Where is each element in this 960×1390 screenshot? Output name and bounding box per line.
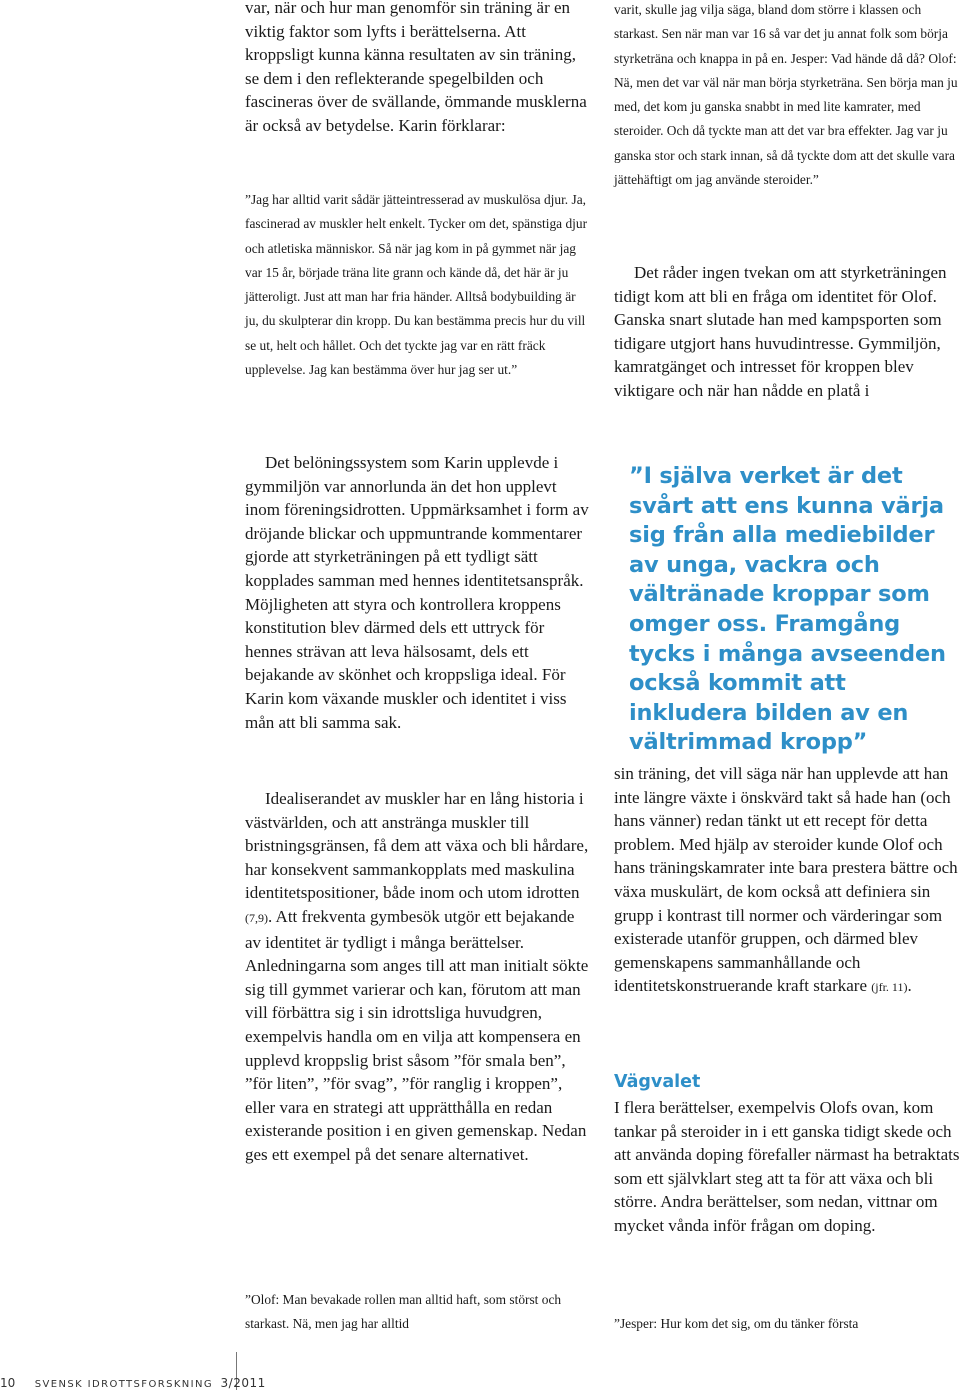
quote-olof-start: ”Olof: Man bevakade rollen man alltid haft, som störst och starkast. Nä, men jag har alltid (245, 1292, 562, 1332)
quote-jesper: ”Jesper: Hur kom det sig, om du tänker första (614, 1316, 859, 1331)
reference-7-9: (7,9) (245, 910, 268, 925)
paragraph-plata (614, 762, 960, 1000)
journal-name: SVENSK IDROTTSFORSKNING (34, 1379, 214, 1390)
paragraph-intro: var, när och hur man genomför sin träning är en viktig faktor som lyfts i berättelserna. Att kroppsligt kunna känna resultaten av sin träning, se dem i den reflekterande spegelbilden och fascineras över de svällande, ömmande musklerna är också av betydelse. Karin förklarar: (245, 0, 587, 135)
reference-jfr-11: (jfr. 11) (871, 980, 908, 995)
journal-issue: 3/2011 (220, 1376, 266, 1390)
paragraph-idealiserandet-a: Idealiserandet av muskler har en lång historia i västvärlden, och att anstränga muskler till bristningsgränsen, få dem att växa och bli hårdare, har konsekvent sammankopplats med maskulina identitetspositioner, både inom och utom idrotten (245, 789, 589, 903)
paragraph-vagvalet: I flera berättelser, exempelvis Olofs ovan, kom tankar på steroider in i ett ganska tidigt skede och att använda doping förefaller närmast ha betraktats som ett självklart steg att ta för att växa och bli större. Andra berättelser, som nedan, vittnar om mycket vånda inför frågan om doping. (614, 1098, 960, 1235)
paragraph-beloningssystem: Det belöningssystem som Karin upplevde i gymmiljön var annorlunda än det hon upplevt inom föreningsidrotten. Uppmärksamhet i form av dröjande blickar och uppmuntrande kommentarer gjorde att styrketräningen på ett tydligt sätt kopplades samman med hennes identitetsanspråk. Möjligheten att styra och kontrollera kroppens konstitution blev därmed dels ett uttryck för hennes strävan att leva hälsosamt, dels ett bejakande av skönhet och kroppsliga ideal. För Karin kom växande muskler och identitet i viss mån att bli samma sak. (245, 453, 589, 732)
quote-olof-continued: varit, skulle jag vilja säga, bland dom större i klassen och starkast. Sen när man var 16 så var det ju annat folk som börja styrketräna och knappa in på en. Jesper: Vad hände då då? Olof: Nä, men det var väl när man börja styrketräna. Sen börja man ju med, det kom ju ganska snabbt in med lite kamrater, med steroider. Och då tyckte man att det var bra effekter. Jag var ju ganska stor och stark innan, så då tyckte dom att det skulle vara jättehäftigt om jag använde steroider.” (614, 2, 958, 188)
paragraph-idealiserandet-b: . Att frekventa gymbesök utgör ett bejakande av identitet är tydligt i många berättelser. Anledningarna som anges till att man initialt sökte sig till gymmet varierar och kan, förutom att man vill förbättra sig i sin idrottsliga huvudgren, exempelvis handla om en vilja att kompensera en upplevd kroppslig brist såsom ”för smala ben”, ”för liten”, ”för svag”, ”för ranglig i kroppen”, eller vara en strategi att upprätthålla en redan existerande position i en given gemenskap. Nedan ges ett exempel på det senare alternativet. (245, 906, 589, 1164)
pull-quote: ”I själva verket är det svårt att ens kunna värja sig från alla mediebilder av unga, vackra och vältränade kroppar som omger oss. Framgång tycks i många avseenden också kommit att inkludera bilden av en vältrimmad kropp” (629, 463, 946, 756)
quote-karin: ”Jag har alltid varit sådär jätteintresserad av muskulösa djur. Ja, fascinerad av muskler helt enkelt. Tycker om det, spänstiga djur och atletiska människor. Så när jag kom in på gymmet när jag var 15 år, började träna lite grann och kände då, det här är ju jätteroligt. Just att man har fria händer. Alltså bodybuilding är ju, du skulpterar din kropp. Du kan bestämma precis hur du vill se ut, helt och hållet. Och det tyckte jag var en rätt fräck upplevelse. Jag kan bestämma över hur jag ser ut.” (245, 192, 588, 378)
paragraph-idealiserandet (245, 787, 590, 1167)
page-number: 10 (0, 1376, 16, 1390)
paragraph-plata-b: . (907, 976, 912, 996)
paragraph-tvekan: Det råder ingen tvekan om att styrketräningen tidigt kom att bli en fråga om identitet för Olof. Ganska snart slutade han med kampsporten som tidigare utgjort hans huvudintresse. Gymmiljön, kamratgänget och intresset för kroppen blev viktigare och när han nådde en platå i (614, 263, 947, 400)
section-heading-vagvalet: Vägvalet (614, 1072, 701, 1092)
page-footer (0, 1376, 266, 1390)
paragraph-plata-a: sin träning, det vill säga när han upplevde att han inte längre växte i önskvärd takt så hade han (och hans vänner) redan tänkt ut ett recept för detta problem. Med hjälp av steroider kunde Olof och hans träningskamrater inte bara prestera bättre och växa muskulärt, de kom också att definiera sin grupp i kontrast till normer och värderingar som existerade utanför gruppen, och därmed blev gemenskapens sammanhållande och identitetskonstruerande kraft starkare (614, 764, 958, 996)
